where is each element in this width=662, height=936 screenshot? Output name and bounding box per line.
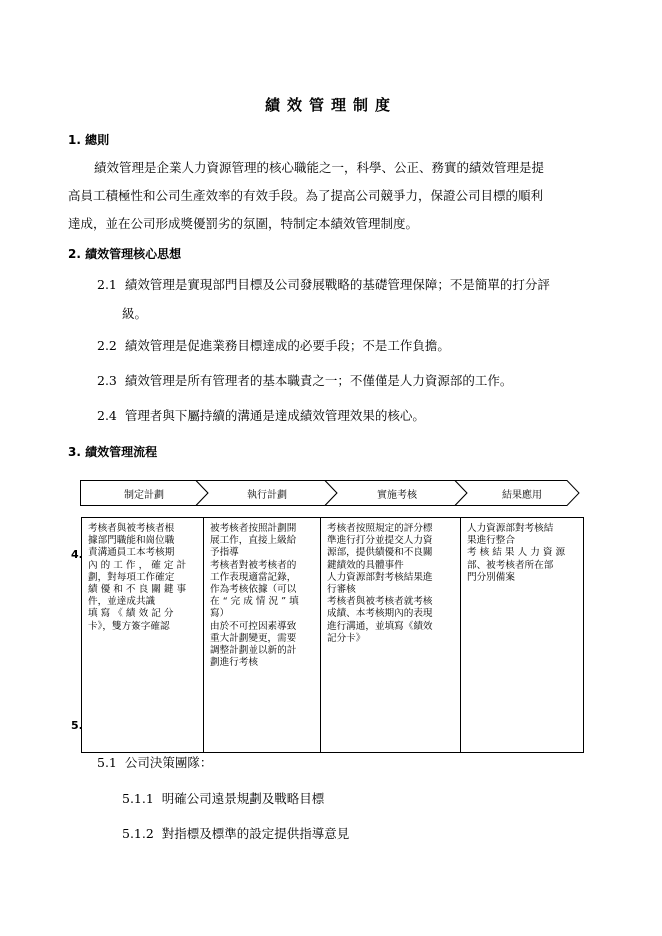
process-cell-line: 件，並達成共識: [88, 596, 156, 608]
flow-step-apply: 結果應用: [502, 490, 542, 501]
process-cell-line: 部、被考核者所在部: [467, 559, 554, 571]
process-cell-line: 考核者與被考核者根: [88, 523, 175, 534]
page-title: 績效管理制度: [264, 96, 397, 114]
item-number: 5.1: [97, 755, 117, 770]
item-2-2: [97, 336, 450, 354]
section-2-heading: 2. 績效管理核心思想: [68, 247, 182, 261]
item-text: 績效管理是實現部門目標及公司發展戰略的基礎管理保障；不是簡單的打分評: [124, 277, 550, 292]
process-flow-bar: [80, 480, 580, 506]
process-cell-line: 門分別備案: [467, 571, 515, 583]
process-cell-line: 果進行整合: [467, 535, 515, 547]
process-cell-line: 準進行打分並提交人力資: [327, 535, 433, 547]
process-cell-line: 進行溝通，並填寫《績效: [327, 620, 433, 632]
process-cell-line: 鍵績效的具體事件: [327, 559, 404, 571]
process-column-evaluate: [320, 518, 460, 752]
process-cell-line: 工作表現適當記錄，: [210, 571, 297, 583]
process-cell-line: 調整計劃並以新的計: [210, 645, 297, 657]
flow-step-plan: 制定計劃: [124, 490, 164, 501]
flow-step-evaluate: 實施考核: [377, 490, 417, 501]
process-cell-line: 考核者按照規定的評分標: [327, 523, 433, 534]
process-cell-line: 考核者與被考核者就考核: [327, 596, 433, 608]
section-5-number: 5.: [71, 719, 83, 732]
flow-step-execute: 執行計劃: [247, 490, 287, 501]
section-1-line-3: 達成，並在公司形成獎優罰劣的氛圍，特制定本績效管理制度。: [68, 216, 419, 231]
item-2-4: [97, 406, 425, 424]
process-cell-line: 行審核: [327, 584, 356, 596]
process-cell-line: 展工作，直接上級給: [210, 535, 297, 547]
process-cell-line: 填 寫 《 績 效 記 分: [88, 608, 174, 620]
item-5-1-1: [122, 789, 324, 807]
item-2-1: [97, 275, 550, 293]
section-4-number: 4.: [71, 548, 83, 561]
process-cell-line: 寫）: [210, 608, 230, 620]
process-cell-line: 在 “ 完 成 情 況 ” 填: [210, 596, 299, 608]
process-cell-line: 責溝通員工本考核期: [88, 547, 175, 559]
process-column-plan: [82, 518, 203, 752]
process-cell-line: 劃進行考核: [210, 657, 258, 669]
process-cell-line: 重大計劃變更，需要: [210, 632, 297, 644]
item-text: 公司決策團隊：: [124, 755, 213, 770]
item-text: 明確公司遠景規劃及戰略目標: [161, 791, 325, 806]
item-number: 2.1: [97, 277, 117, 292]
item-number: 2.3: [97, 373, 117, 388]
item-number: 5.1.1: [122, 791, 154, 806]
item-text: 績效管理是所有管理者的基本職責之一；不僅僅是人力資源部的工作。: [124, 373, 513, 388]
section-1-heading: 1. 總則: [68, 133, 110, 147]
process-cell-line: 成績、本考核期內的表現: [327, 608, 433, 620]
process-cell-line: 卡》，雙方簽字確認: [88, 620, 170, 632]
item-2-3: [97, 371, 512, 389]
item-5-1: [97, 753, 212, 771]
item-text: 績效管理是促進業務目標達成的必要手段；不是工作負擔。: [124, 338, 450, 353]
process-cell-line: 內 的 工 作 ， 確 定 計: [88, 559, 187, 571]
section-1-line-2: 高員工積極性和公司生產效率的有效手段。為了提高公司競爭力，保證公司目標的順利: [68, 188, 544, 203]
process-cell-line: 績 優 和 不 良 關 鍵 事: [88, 584, 187, 596]
item-number: 2.4: [97, 408, 117, 423]
process-cell-line: 劃，對每項工作確定: [88, 571, 175, 583]
process-table: [81, 517, 584, 753]
process-column-apply: [460, 518, 583, 752]
item-5-1-2: [122, 824, 349, 842]
process-cell-line: 予指導: [210, 547, 239, 559]
process-cell-line: 作為考核依據（可以: [210, 584, 297, 596]
section-1-line-1: 績效管理是企業人力資源管理的核心職能之一，科學、公正、務實的績效管理是提: [94, 160, 545, 175]
item-text: 對指標及標準的設定提供指導意見: [161, 826, 350, 841]
process-cell-line: 考核者對被考核者的: [210, 559, 297, 571]
process-cell-line: 據部門職能和崗位職: [88, 535, 175, 547]
process-column-execute: [203, 518, 320, 752]
item-number: 5.1.2: [122, 826, 154, 841]
process-cell-line: 考 核 結 果 人 力 資 源: [467, 547, 566, 559]
section-3-heading: 3. 績效管理流程: [68, 445, 158, 459]
process-cell-line: 被考核者按照計劃開: [210, 523, 297, 534]
item-text: 管理者與下屬持續的溝通是達成績效管理效果的核心。: [124, 408, 425, 423]
process-cell-line: 由於不可控因素導致: [210, 620, 297, 632]
item-number: 2.2: [97, 338, 117, 353]
item-2-1-continued: 級。: [122, 306, 148, 321]
process-cell-line: 人力資源部對考核結: [467, 523, 554, 534]
process-cell-line: 源部，提供績優和不良關: [327, 547, 433, 559]
process-cell-line: 人力資源部對考核結果進: [327, 571, 433, 583]
process-cell-line: 記分卡》: [327, 632, 366, 644]
